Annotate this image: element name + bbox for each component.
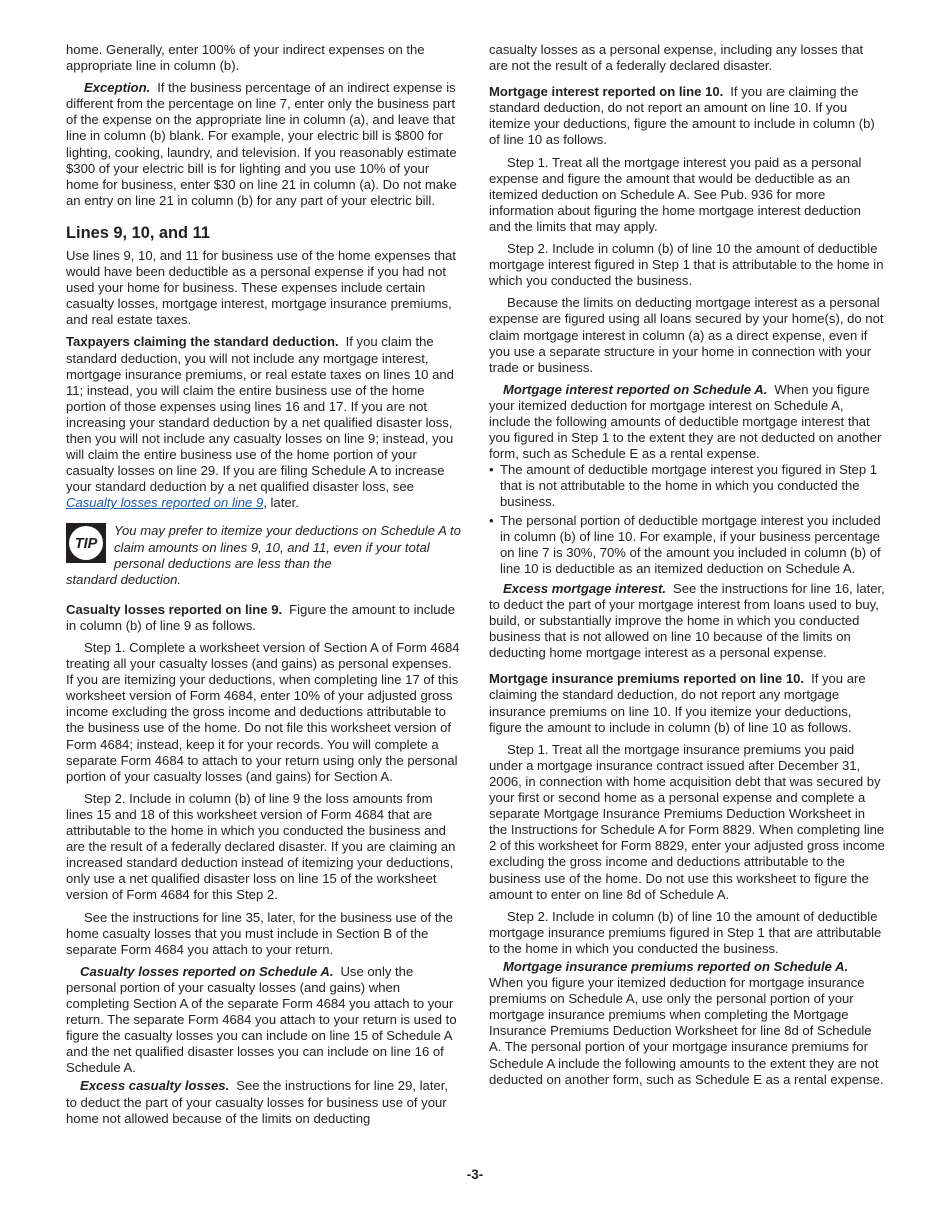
mip-step-2: Step 2. Include in column (b) of line 10 the amount of deductible mortgage insurance premiums figured in Step 1 that are attributable to the home in which you conducted the business.: [489, 908, 882, 956]
casualty-losses-link[interactable]: Casualty losses reported on line 9: [66, 495, 264, 511]
tip-label: TIP: [74, 536, 98, 553]
excess-casualty-lead: Excess casualty losses.: [80, 1078, 230, 1094]
exception-paragraph: [66, 80, 462, 209]
mip-lead: Mortgage insurance premiums reported on line 10.: [489, 671, 805, 687]
exception-text: If the business percentage of an indirect expense is different from the percentage on line 7, enter only the business part of the expense on the appropriate line in column (a), and leave that line in column (b) blank. For example, your electric bill is $800 for lighting, cooking, laundry, and television. If you reasonably estimate $300 of your electric bill is for lighting and you use 10% of your home for business, enter $30 on line 21 in column (a). Do not make an entry on line 21 in column (b) for any part of your electric bill.: [66, 80, 457, 208]
mortgage-schedule-a-text: When you figure your itemized deduction for mortgage interest on Schedule A, include the following amounts of deductible mortgage interest that you figured in Step 1 to the extent they are not deducted on another form, such as Schedule E as a rental expense.: [489, 381, 882, 462]
tip-text-end: standard deduction.: [66, 571, 182, 587]
section-heading: Lines 9, 10, and 11: [66, 223, 210, 242]
mortgage-interest-lead: Mortgage interest reported on line 10.: [489, 84, 724, 100]
mortgage-schedule-a-paragraph: [489, 382, 885, 462]
casualty-schedule-a-paragraph: [66, 964, 462, 1077]
left-column: [66, 42, 462, 1133]
mip-schedule-a-text: When you figure your itemized deduction for mortgage insurance premiums on Schedule A, use only the personal portion of your mortgage insurance premiums when completing the Mortgage Insurance Premiums Deduction Worksheet for line 8d of Schedule A. The personal portion of your mortgage insurance premiums for Schedule A include the following amounts to the extent they are not deducted on another form, such as Schedule E as a rental expense.: [489, 975, 884, 1087]
casualty-schedule-a-text: Use only the personal portion of your casualty losses (and gains) when completing Section A of the separate Form 4684 you attach to your return. The separate Form 4684 you attach to your return is used to figure the casualty losses you can include on line 15 of Schedule A and the net qualified disaster losses you can include on line 16 of Schedule A.: [66, 963, 457, 1076]
casualty-losses-text: Figure the amount to include in column (b) of line 9 as follows.: [66, 601, 456, 633]
tip-box: [66, 523, 462, 587]
mortgage-schedule-a-lead: Mortgage interest reported on Schedule A.: [503, 381, 768, 397]
standard-deduction-text: If you claim the standard deduction, you will not include any mortgage interest, mortgage insurance premiums, or real estate taxes on lines 10 and 11; instead, you will claim the entire business use of the home portion of those expenses using lines 16 and 17. If you are not increasing your standard deduction by a net qualified disaster loss, then you will not include any casualty losses on line 9; instead, you will claim the entire business use of the home portion of your casualty losses on line 29. If you are filing Schedule A to increase your standard deduction by a net qualified disaster loss, see: [66, 334, 454, 495]
because-paragraph: Because the limits on deducting mortgage interest as a personal expense are figured using all loans secured by your home(s), do not claim mortgage interest in column (a) as a direct expense, even if you use a separate structure in your home in connection with your trade or business.: [489, 295, 884, 375]
excess-mortgage-paragraph: [489, 581, 885, 661]
paragraph-continued: home. Generally, enter 100% of your indirect expenses on the appropriate line in column (b).: [66, 42, 425, 74]
standard-deduction-paragraph: [66, 334, 462, 511]
casualty-losses-paragraph: [66, 602, 462, 634]
mip-schedule-a-paragraph: [489, 959, 885, 1088]
excess-mortgage-text: See the instructions for line 16, later, to deduct the part of your mortgage interest from loans used to buy, build, or substantially improve the home in which you conducted business that is not allowed on line 10 because of the limits on deducting home mortgage interest as a personal expense.: [489, 580, 885, 661]
mip-text: If you are claiming the standard deduction, do not report any mortgage insurance premiums on line 10. If you itemize your deductions, figure the amount to include in column (b) of line 10 as follows.: [489, 671, 866, 735]
tip-text: You may prefer to itemize your deductions on Schedule A to claim amounts on lines 9, 10, and 11, even if your total personal deductions are less than the: [114, 523, 461, 571]
mip-paragraph: [489, 671, 885, 735]
mortgage-interest-step-1: Step 1. Treat all the mortgage interest you paid as a personal expense and figure the amount that would be deductible as an itemized deduction on Schedule A. See Pub. 936 for more information about figuring the home mortgage interest deduction and the limits that may apply.: [489, 154, 862, 234]
mortgage-interest-paragraph: [489, 84, 885, 148]
paragraph-continued: casualty losses as a personal expense, including any losses that are not the result of a federally declared disaster.: [489, 42, 864, 74]
casualty-step-1: Step 1. Complete a worksheet version of Section A of Form 4684 treating all your casualty losses (and gains) as personal expenses. If you are itemizing your deductions, when completing line 17 of this worksheet version of Form 4684, enter 10% of your adjusted gross income excluding the gross income and deductions attributable to the business use of the home. Do not file this worksheet version of Form 4684; instead, keep it for your records. You will complete a separate Form 4684 to attach to your return using only the personal portion of your casualty losses (and gains) for Section A.: [66, 640, 460, 784]
mortgage-interest-step-2: Step 2. Include in column (b) of line 10 the amount of deductible mortgage interest figured in Step 1 that is attributable to the home in which you conducted the business.: [489, 241, 884, 289]
excess-casualty-text: See the instructions for line 29, later, to deduct the part of your casualty losses for business use of your home not allowed because of the limits on deducting: [66, 1078, 449, 1126]
excess-mortgage-lead: Excess mortgage interest.: [503, 580, 667, 596]
exception-lead: Exception.: [84, 80, 151, 96]
section-intro: Use lines 9, 10, and 11 for business use of the home expenses that would have been deductible as a personal expense if you had not used your home for business. These expenses include certain casualty losses, mortgage interest, mortgage insurance premiums, and real estate taxes.: [66, 247, 456, 328]
excess-casualty-paragraph: [66, 1078, 462, 1126]
mip-schedule-a-lead: Mortgage insurance premiums reported on Schedule A.: [503, 958, 849, 974]
casualty-schedule-a-lead: Casualty losses reported on Schedule A.: [80, 963, 334, 979]
mip-step-1: Step 1. Treat all the mortgage insurance premiums you paid under a mortgage insurance contract issued after December 31, 2006, in connection with home acquisition debt that was secured by your first or second home as a personal expense and complete a separate Mortgage Insurance Premiums Deduction Worksheet in the Instructions for Schedule A for Form 8829. When completing line 2 of this worksheet for Form 8829, enter your adjusted gross income excluding the gross income and deductions attributable to the business use of the home. Do not use this worksheet to figure the amount to enter on line 8d of Schedule A.: [489, 741, 885, 902]
list-item: • The personal portion of deductible mortgage interest you included in column (b) of line 10. For example, if your business percentage on line 7 is 30%, 70% of the amount you included in column (b) of line 10 is deductible as an itemized deduction on Schedule A.: [489, 513, 885, 577]
tip-icon: [66, 523, 106, 563]
casualty-losses-lead: Casualty losses reported on line 9.: [66, 601, 283, 617]
page-number: -3-: [466, 1167, 484, 1182]
standard-deduction-lead: Taxpayers claiming the standard deduction.: [66, 334, 339, 350]
see-line-35: See the instructions for line 35, later, for the business use of the home casualty losses that you must include in Section B of the separate Form 4684 you attach to your return.: [66, 909, 454, 957]
standard-deduction-tail: , later.: [263, 495, 299, 511]
casualty-step-2: Step 2. Include in column (b) of line 9 the loss amounts from lines 15 and 18 of this worksheet version of Form 4684 that are attributable to the home in which you conducted the business and are the result of a federally declared disaster. If you are claiming an increased standard deduction instead of itemizing your deductions, only use a net qualified disaster loss on line 15 of the worksheet version of Form 4684 for this Step 2.: [66, 790, 456, 903]
right-column: [489, 42, 885, 1094]
mortgage-interest-text: If you are claiming the standard deduction, do not report an amount on line 10. If you itemize your deductions, figure the amount to include in column (b) of line 10 as follows.: [489, 84, 875, 148]
list-item: • The amount of deductible mortgage interest you figured in Step 1 that is not attributable to the home in which you conducted the business.: [489, 462, 885, 510]
